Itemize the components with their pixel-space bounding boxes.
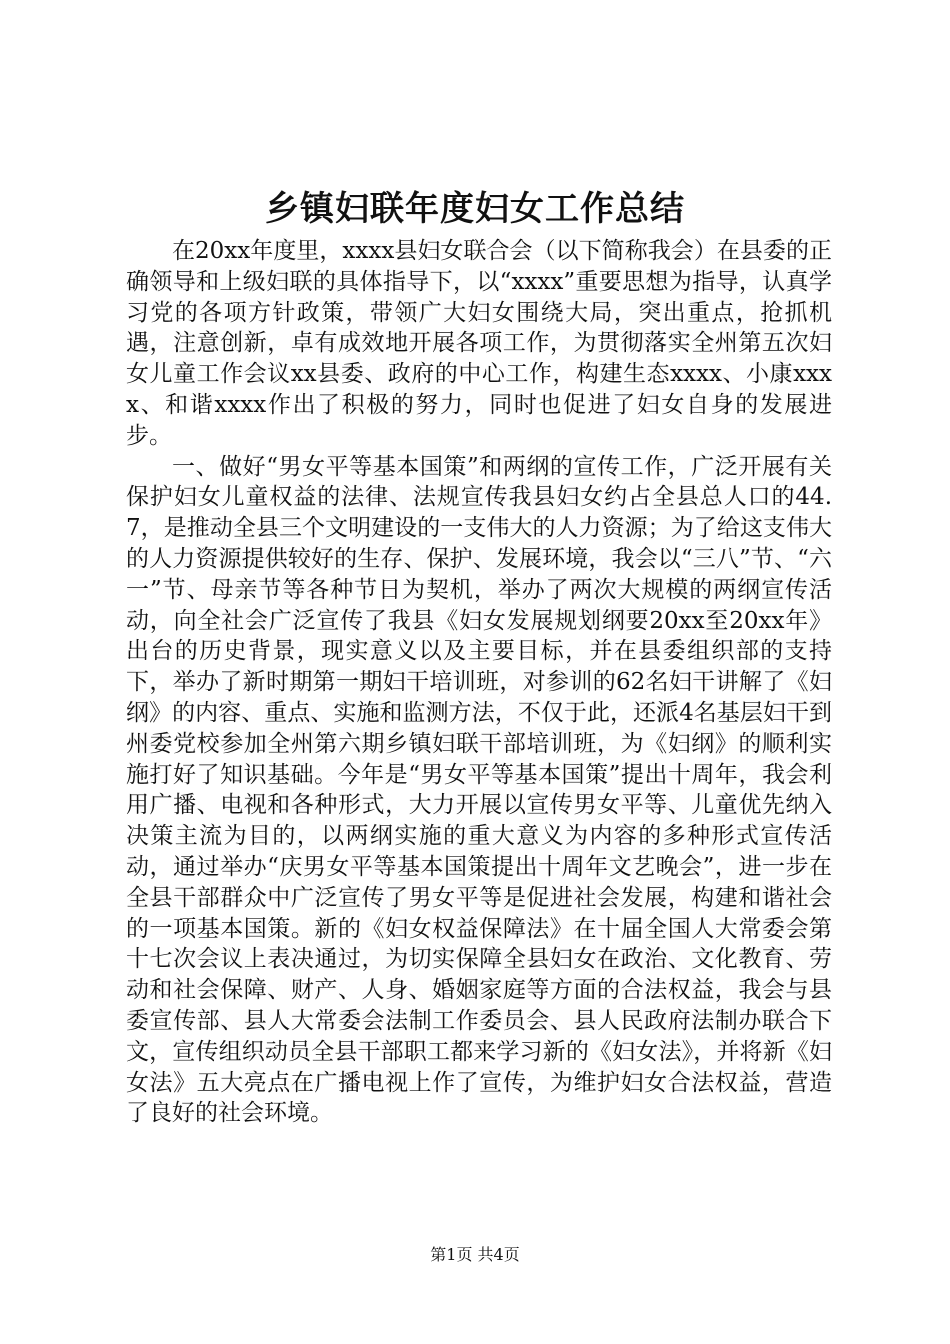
body-paragraph: 在20xx年度里，xxxx县妇女联合会（以下简称我会）在县委的正确领导和上级妇联的具体指导下，以“xxxx”重要思想为指导，认真学习党的各项方针政策，带领广大妇女围绕大局，突出重点，抢抓机遇，注意创新，卓有成效地开展各项工作，为贯彻落实全州第五次妇女儿童工作会议xx县委、政府的中心工作，构建生态xxxx、小康xxxx、和谐xxxx作出了积极的努力，同时也促进了妇女自身的发展进步。 — [126, 238, 832, 449]
document-title: 乡镇妇联年度妇女工作总结 — [265, 189, 685, 229]
body-paragraph: 一、做好“男女平等基本国策”和两纲的宣传工作，广泛开展有关保护妇女儿童权益的法律、法规宣传我县妇女约占全县总人口的44.7，是推动全县三个文明建设的一支伟大的人力资源；为了给这支伟大的人力资源提供较好的生存、保护、发展环境，我会以“三八”节、“六一”节、母亲节等各种节日为契机，举办了两次大规模的两纲宣传活动，向全社会广泛宣传了我县《妇女发展规划纲要20xx至20xx年》出台的历史背景，现实意义以及主要目标，并在县委组织部的支持下，举办了新时期第一期妇干培训班，对参训的62名妇干讲解了《妇纲》的内容、重点、实施和监测方法，不仅于此，还派4名基层妇干到州委党校参加全州第六期乡镇妇联干部培训班，为《妇纲》的顺利实施打好了知识基础。今年是“男女平等基本国策”提出十周年，我会利用广播、电视和各种形式，大力开展以宣传男女平等、儿童优先纳入决策主流为目的，以两纲实施的重大意义为内容的多种形式宣传活动，通过举办“庆男女平等基本国策提出十周年文艺晚会”，进一步在全县干部群众中广泛宣传了男女平等是促进社会发展，构建和谐社会的一项基本国策。新的《妇女权益保障法》在十届全国人大常委会第十七次会议上表决通过，为切实保障全县妇女在政治、文化教育、劳动和社会保障、财产、人身、婚姻家庭等方面的合法权益，我会与县委宣传部、县人大常委会法制工作委员会、县人民政府法制办联合下文，宣传组织动员全县干部职工都来学习新的《妇女法》，并将新《妇女法》五大亮点在广播电视上作了宣传，为维护妇女合法权益，营造了良好的社会环境。 — [126, 453, 832, 1127]
document-body — [126, 236, 832, 1129]
page-number-footer: 第1页 共4页 — [430, 1245, 520, 1264]
